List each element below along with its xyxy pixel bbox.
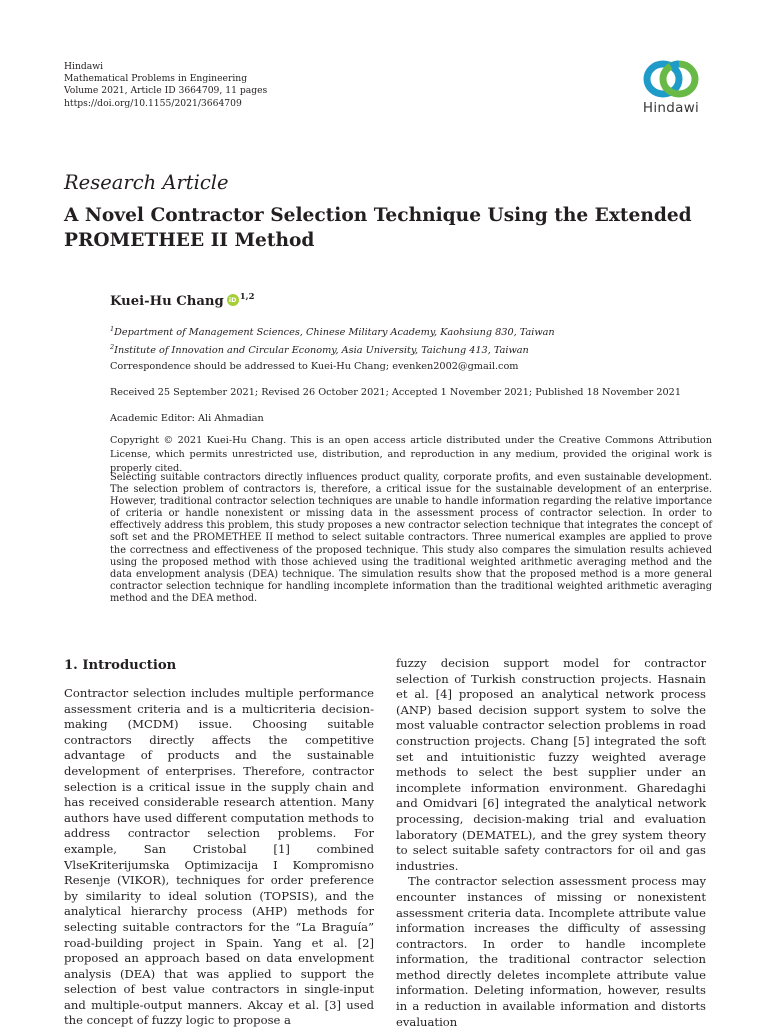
affiliation-text: Institute of Innovation and Circular Economy, Asia University, Taichung 413, Taiwan xyxy=(114,345,529,357)
author-name: Kuei-Hu Chang xyxy=(110,294,224,309)
body-column-left xyxy=(64,686,374,1029)
affiliation-item xyxy=(110,340,710,358)
volume-info: Volume 2021, Article ID 3664709, 11 pages xyxy=(64,85,268,97)
author-affiliation-marks: 1,2 xyxy=(239,292,255,302)
correspondence: Correspondence should be addressed to Kuei-Hu Chang; evenken2002@gmail.com xyxy=(110,361,519,372)
publisher-name: Hindawi xyxy=(64,61,104,72)
orcid-icon[interactable] xyxy=(227,294,239,306)
affiliation-mark: 1 xyxy=(110,325,115,333)
journal-name: Mathematical Problems in Engineering xyxy=(64,73,248,85)
journal-header xyxy=(64,61,267,110)
section-heading-introduction: 1. Introduction xyxy=(64,658,177,673)
affiliation-item xyxy=(110,322,710,340)
abstract: Selecting suitable contractors directly influences product quality, corporate profits, and even sustainable development. The selection problem of contractors is, therefore, a critical issue for the sustainable development of an enterprise. However, traditional contractor selection techniques are unable to handle information regarding the relative importance of criteria or handle nonexistent or missing data in the assessment process of contractor selection. In order to effectively address this problem, this study proposes a new contractor selection technique that integrates the concept of soft set and the PROMETHEE II method to select suitable contractors. Three numerical examples are applied to prove the correctness and effectiveness of the proposed technique. This study also compares the simulation results achieved using the proposed method with those achieved using the traditional weighted arithmetic averaging method and the data envelopment analysis (DEA) technique. The simulation results show that the proposed method is a more general contractor selection technique for handling incomplete information than the traditional weighted arithmetic averaging method and the DEA method. xyxy=(110,472,712,604)
publication-dates: Received 25 September 2021; Revised 26 October 2021; Accepted 1 November 2021; Published 18 November 2021 xyxy=(110,387,681,398)
article-title: A Novel Contractor Selection Technique Using the Extended PROMETHEE II Method xyxy=(64,205,692,251)
hindawi-logo-icon xyxy=(641,58,701,100)
hindawi-logo xyxy=(633,58,709,134)
copyright-notice: Copyright © 2021 Kuei-Hu Chang. This is an open access article distributed under the Creative Commons Attribution License, which permits unrestricted use, distribution, and reproduction in any medium, provided the original work is properly cited. xyxy=(110,435,712,474)
doi-link[interactable]: https://doi.org/10.1155/2021/3664709 xyxy=(64,97,242,109)
paragraph: Contractor selection includes multiple performance assessment criteria and is a multicriteria decision-making (MCDM) issue. Choosing suitable contractors directly affects the competitive advantage of products and the sustainable development of enterprises. Therefore, contractor selection is a critical issue in the supply chain and has received considerable research attention. Many authors have used different computation methods to address contractor selection problems. For example, San Cristobal [1] combined VlseKriterijumska Optimizacija I Kompromisno Resenje (VIKOR), techniques for order preference by similarity to ideal solution (TOPSIS), and the analytical hierarchy process (AHP) methods for selecting suitable contractors for the “La Braguía” road-building project in Spain. Yang et al. [2] proposed an approach based on data envelopment analysis (DEA) that was applied to support the selection of best value contractors in single-input and multiple-output manners. Akcay et al. [3] used the concept of fuzzy logic to propose a xyxy=(64,686,374,1028)
academic-editor: Academic Editor: Ali Ahmadian xyxy=(110,413,264,424)
affiliation-mark: 2 xyxy=(110,343,115,352)
paragraph: The contractor selection assessment process may encounter instances of missing or nonexistent assessment criteria data. Incomplete attribute value information increases the difficulty of assessing contractors. In order to handle incomplete information, the traditional contractor selection method directly deletes incomplete attribute value information. Deleting information, however, results in a reduction in available information and distorts evaluation xyxy=(396,874,706,1029)
body-column-right xyxy=(396,656,706,1030)
paragraph: fuzzy decision support model for contractor selection of Turkish construction projects. Hasnain et al. [4] proposed an analytical network process (ANP) based decision support system to solve the most valuable contractor selection problems in road construction projects. Chang [5] integrated the soft set and intuitionistic fuzzy weighted average methods to select the best supplier under an incomplete information environment. Gharedaghi and Omidvari [6] integrated the analytical network processing, decision-making trial and evaluation laboratory (DEMATEL), and the grey system theory to select suitable safety contractors for oil and gas industries. xyxy=(396,656,706,873)
article-type: Research Article xyxy=(64,171,229,194)
affiliations xyxy=(110,322,710,358)
orcid-icon-label: iD xyxy=(228,296,237,304)
author-line xyxy=(110,292,255,309)
logo-wordmark: Hindawi xyxy=(642,100,700,116)
affiliation-text: Department of Management Sciences, Chinese Military Academy, Kaohsiung 830, Taiwan xyxy=(114,327,555,339)
